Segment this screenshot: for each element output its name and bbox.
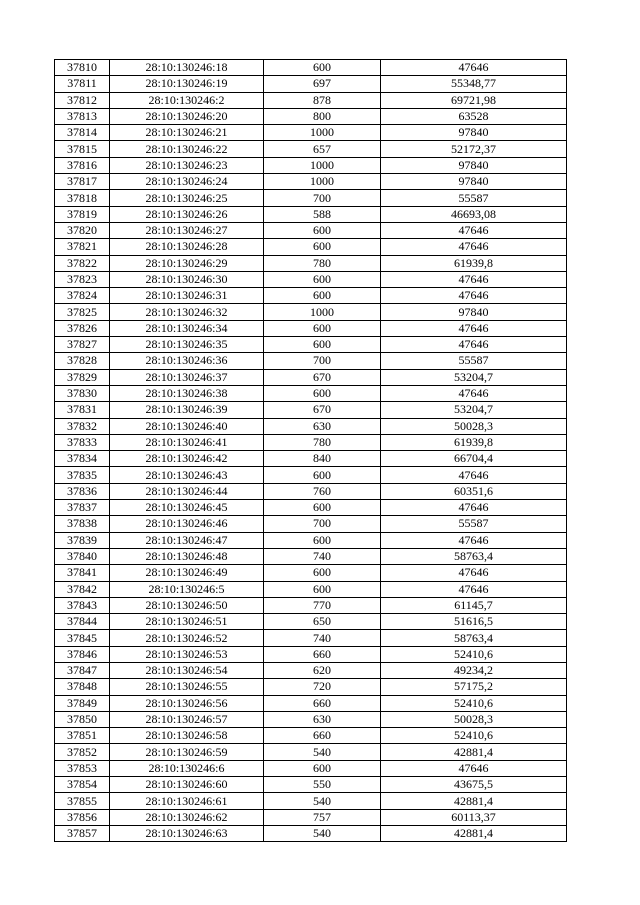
row-number-cell: 37837 [55, 500, 110, 516]
value-cell: 52410,6 [381, 695, 567, 711]
table-row [55, 385, 567, 401]
row-number-cell: 37810 [55, 60, 110, 76]
value-cell: 47646 [381, 337, 567, 353]
area-cell: 670 [264, 369, 381, 385]
cadastral-number-cell: 28:10:130246:23 [110, 157, 264, 173]
table-row [55, 206, 567, 222]
table-row [55, 174, 567, 190]
cadastral-number-cell: 28:10:130246:28 [110, 239, 264, 255]
row-number-cell: 37843 [55, 597, 110, 613]
value-cell: 47646 [381, 385, 567, 401]
row-number-cell: 37831 [55, 402, 110, 418]
cadastral-number-cell: 28:10:130246:41 [110, 434, 264, 450]
table-row [55, 565, 567, 581]
value-cell: 63528 [381, 108, 567, 124]
cadastral-number-cell: 28:10:130246:29 [110, 255, 264, 271]
cadastral-number-cell: 28:10:130246:34 [110, 320, 264, 336]
table-row [55, 597, 567, 613]
cadastral-number-cell: 28:10:130246:48 [110, 548, 264, 564]
table-row [55, 141, 567, 157]
value-cell: 47646 [381, 222, 567, 238]
cadastral-number-cell: 28:10:130246:62 [110, 809, 264, 825]
cadastral-number-cell: 28:10:130246:63 [110, 825, 264, 841]
cadastral-number-cell: 28:10:130246:54 [110, 662, 264, 678]
area-cell: 660 [264, 728, 381, 744]
area-cell: 600 [264, 760, 381, 776]
area-cell: 1000 [264, 157, 381, 173]
value-cell: 61939,8 [381, 255, 567, 271]
table-row [55, 793, 567, 809]
table-row [55, 744, 567, 760]
value-cell: 53204,7 [381, 369, 567, 385]
area-cell: 670 [264, 402, 381, 418]
table-row [55, 239, 567, 255]
table-row [55, 728, 567, 744]
area-cell: 697 [264, 76, 381, 92]
table-row [55, 711, 567, 727]
area-cell: 780 [264, 255, 381, 271]
area-cell: 600 [264, 222, 381, 238]
cadastral-number-cell: 28:10:130246:50 [110, 597, 264, 613]
value-cell: 51616,5 [381, 614, 567, 630]
area-cell: 700 [264, 190, 381, 206]
cadastral-number-cell: 28:10:130246:31 [110, 288, 264, 304]
table-row [55, 825, 567, 841]
row-number-cell: 37853 [55, 760, 110, 776]
value-cell: 50028,3 [381, 418, 567, 434]
area-cell: 660 [264, 695, 381, 711]
value-cell: 52410,6 [381, 728, 567, 744]
row-number-cell: 37827 [55, 337, 110, 353]
area-cell: 660 [264, 646, 381, 662]
table-row [55, 337, 567, 353]
row-number-cell: 37856 [55, 809, 110, 825]
value-cell: 50028,3 [381, 711, 567, 727]
table-row [55, 760, 567, 776]
value-cell: 47646 [381, 760, 567, 776]
cadastral-number-cell: 28:10:130246:39 [110, 402, 264, 418]
cadastral-number-cell: 28:10:130246:18 [110, 60, 264, 76]
value-cell: 60113,37 [381, 809, 567, 825]
table-row [55, 60, 567, 76]
table-row [55, 434, 567, 450]
value-cell: 61939,8 [381, 434, 567, 450]
cadastral-number-cell: 28:10:130246:46 [110, 516, 264, 532]
area-cell: 540 [264, 825, 381, 841]
row-number-cell: 37833 [55, 434, 110, 450]
value-cell: 47646 [381, 467, 567, 483]
row-number-cell: 37821 [55, 239, 110, 255]
row-number-cell: 37841 [55, 565, 110, 581]
row-number-cell: 37825 [55, 304, 110, 320]
cadastral-number-cell: 28:10:130246:61 [110, 793, 264, 809]
area-cell: 600 [264, 271, 381, 287]
cadastral-number-cell: 28:10:130246:55 [110, 679, 264, 695]
value-cell: 61145,7 [381, 597, 567, 613]
area-cell: 600 [264, 239, 381, 255]
cadastral-number-cell: 28:10:130246:59 [110, 744, 264, 760]
table-row [55, 516, 567, 532]
value-cell: 47646 [381, 271, 567, 287]
area-cell: 700 [264, 516, 381, 532]
area-cell: 540 [264, 744, 381, 760]
cadastral-number-cell: 28:10:130246:58 [110, 728, 264, 744]
cadastral-number-cell: 28:10:130246:26 [110, 206, 264, 222]
area-cell: 600 [264, 60, 381, 76]
value-cell: 97840 [381, 125, 567, 141]
table-row [55, 467, 567, 483]
area-cell: 600 [264, 581, 381, 597]
table-row [55, 548, 567, 564]
parcel-table-body [55, 60, 567, 842]
cadastral-number-cell: 28:10:130246:44 [110, 483, 264, 499]
parcel-table [54, 59, 567, 842]
table-row [55, 222, 567, 238]
row-number-cell: 37836 [55, 483, 110, 499]
row-number-cell: 37813 [55, 108, 110, 124]
table-row [55, 581, 567, 597]
area-cell: 1000 [264, 174, 381, 190]
cadastral-number-cell: 28:10:130246:43 [110, 467, 264, 483]
value-cell: 52410,6 [381, 646, 567, 662]
row-number-cell: 37857 [55, 825, 110, 841]
table-row [55, 304, 567, 320]
value-cell: 47646 [381, 288, 567, 304]
row-number-cell: 37845 [55, 630, 110, 646]
row-number-cell: 37814 [55, 125, 110, 141]
row-number-cell: 37846 [55, 646, 110, 662]
area-cell: 588 [264, 206, 381, 222]
value-cell: 69721,98 [381, 92, 567, 108]
row-number-cell: 37816 [55, 157, 110, 173]
value-cell: 47646 [381, 532, 567, 548]
value-cell: 60351,6 [381, 483, 567, 499]
row-number-cell: 37829 [55, 369, 110, 385]
area-cell: 620 [264, 662, 381, 678]
row-number-cell: 37848 [55, 679, 110, 695]
row-number-cell: 37850 [55, 711, 110, 727]
row-number-cell: 37832 [55, 418, 110, 434]
area-cell: 600 [264, 565, 381, 581]
value-cell: 55587 [381, 516, 567, 532]
row-number-cell: 37817 [55, 174, 110, 190]
value-cell: 42881,4 [381, 744, 567, 760]
table-row [55, 125, 567, 141]
cadastral-number-cell: 28:10:130246:21 [110, 125, 264, 141]
table-row [55, 353, 567, 369]
cadastral-number-cell: 28:10:130246:52 [110, 630, 264, 646]
area-cell: 878 [264, 92, 381, 108]
table-row [55, 662, 567, 678]
row-number-cell: 37852 [55, 744, 110, 760]
table-row [55, 157, 567, 173]
row-number-cell: 37855 [55, 793, 110, 809]
row-number-cell: 37828 [55, 353, 110, 369]
cadastral-number-cell: 28:10:130246:30 [110, 271, 264, 287]
cadastral-number-cell: 28:10:130246:40 [110, 418, 264, 434]
table-row [55, 451, 567, 467]
table-row [55, 402, 567, 418]
table-row [55, 500, 567, 516]
area-cell: 650 [264, 614, 381, 630]
area-cell: 740 [264, 630, 381, 646]
value-cell: 47646 [381, 565, 567, 581]
area-cell: 630 [264, 711, 381, 727]
table-row [55, 777, 567, 793]
cadastral-number-cell: 28:10:130246:45 [110, 500, 264, 516]
cadastral-number-cell: 28:10:130246:22 [110, 141, 264, 157]
area-cell: 600 [264, 288, 381, 304]
table-row [55, 418, 567, 434]
area-cell: 600 [264, 500, 381, 516]
cadastral-number-cell: 28:10:130246:53 [110, 646, 264, 662]
cadastral-number-cell: 28:10:130246:5 [110, 581, 264, 597]
row-number-cell: 37851 [55, 728, 110, 744]
cadastral-number-cell: 28:10:130246:37 [110, 369, 264, 385]
row-number-cell: 37819 [55, 206, 110, 222]
cadastral-number-cell: 28:10:130246:60 [110, 777, 264, 793]
cadastral-number-cell: 28:10:130246:47 [110, 532, 264, 548]
value-cell: 46693,08 [381, 206, 567, 222]
value-cell: 55348,77 [381, 76, 567, 92]
table-row [55, 190, 567, 206]
row-number-cell: 37823 [55, 271, 110, 287]
area-cell: 540 [264, 793, 381, 809]
row-number-cell: 37839 [55, 532, 110, 548]
value-cell: 97840 [381, 304, 567, 320]
value-cell: 42881,4 [381, 825, 567, 841]
cadastral-number-cell: 28:10:130246:36 [110, 353, 264, 369]
table-row [55, 92, 567, 108]
row-number-cell: 37824 [55, 288, 110, 304]
area-cell: 700 [264, 353, 381, 369]
area-cell: 760 [264, 483, 381, 499]
cadastral-number-cell: 28:10:130246:32 [110, 304, 264, 320]
area-cell: 1000 [264, 304, 381, 320]
value-cell: 47646 [381, 500, 567, 516]
cadastral-number-cell: 28:10:130246:2 [110, 92, 264, 108]
table-row [55, 532, 567, 548]
area-cell: 780 [264, 434, 381, 450]
area-cell: 1000 [264, 125, 381, 141]
value-cell: 47646 [381, 581, 567, 597]
value-cell: 47646 [381, 239, 567, 255]
table-row [55, 614, 567, 630]
cadastral-number-cell: 28:10:130246:20 [110, 108, 264, 124]
value-cell: 47646 [381, 320, 567, 336]
area-cell: 550 [264, 777, 381, 793]
area-cell: 600 [264, 532, 381, 548]
value-cell: 55587 [381, 353, 567, 369]
area-cell: 600 [264, 320, 381, 336]
value-cell: 47646 [381, 60, 567, 76]
area-cell: 600 [264, 385, 381, 401]
row-number-cell: 37820 [55, 222, 110, 238]
table-row [55, 630, 567, 646]
cadastral-number-cell: 28:10:130246:6 [110, 760, 264, 776]
row-number-cell: 37812 [55, 92, 110, 108]
table-row [55, 76, 567, 92]
row-number-cell: 37826 [55, 320, 110, 336]
value-cell: 52172,37 [381, 141, 567, 157]
table-row [55, 108, 567, 124]
cadastral-number-cell: 28:10:130246:51 [110, 614, 264, 630]
value-cell: 53204,7 [381, 402, 567, 418]
area-cell: 757 [264, 809, 381, 825]
row-number-cell: 37838 [55, 516, 110, 532]
table-row [55, 320, 567, 336]
value-cell: 58763,4 [381, 630, 567, 646]
cadastral-number-cell: 28:10:130246:42 [110, 451, 264, 467]
value-cell: 58763,4 [381, 548, 567, 564]
area-cell: 600 [264, 337, 381, 353]
table-row [55, 679, 567, 695]
table-row [55, 255, 567, 271]
value-cell: 49234,2 [381, 662, 567, 678]
table-row [55, 271, 567, 287]
row-number-cell: 37842 [55, 581, 110, 597]
value-cell: 42881,4 [381, 793, 567, 809]
area-cell: 630 [264, 418, 381, 434]
row-number-cell: 37849 [55, 695, 110, 711]
area-cell: 600 [264, 467, 381, 483]
area-cell: 840 [264, 451, 381, 467]
cadastral-number-cell: 28:10:130246:49 [110, 565, 264, 581]
value-cell: 97840 [381, 157, 567, 173]
row-number-cell: 37844 [55, 614, 110, 630]
value-cell: 97840 [381, 174, 567, 190]
row-number-cell: 37840 [55, 548, 110, 564]
area-cell: 720 [264, 679, 381, 695]
row-number-cell: 37818 [55, 190, 110, 206]
row-number-cell: 37834 [55, 451, 110, 467]
cadastral-number-cell: 28:10:130246:56 [110, 695, 264, 711]
row-number-cell: 37830 [55, 385, 110, 401]
row-number-cell: 37822 [55, 255, 110, 271]
row-number-cell: 37835 [55, 467, 110, 483]
value-cell: 43675,5 [381, 777, 567, 793]
cadastral-number-cell: 28:10:130246:25 [110, 190, 264, 206]
row-number-cell: 37854 [55, 777, 110, 793]
cadastral-number-cell: 28:10:130246:19 [110, 76, 264, 92]
table-row [55, 646, 567, 662]
table-row [55, 483, 567, 499]
cadastral-number-cell: 28:10:130246:24 [110, 174, 264, 190]
table-row [55, 288, 567, 304]
area-cell: 740 [264, 548, 381, 564]
row-number-cell: 37811 [55, 76, 110, 92]
area-cell: 657 [264, 141, 381, 157]
cadastral-number-cell: 28:10:130246:57 [110, 711, 264, 727]
cadastral-number-cell: 28:10:130246:35 [110, 337, 264, 353]
table-row [55, 369, 567, 385]
row-number-cell: 37815 [55, 141, 110, 157]
row-number-cell: 37847 [55, 662, 110, 678]
value-cell: 66704,4 [381, 451, 567, 467]
cadastral-number-cell: 28:10:130246:38 [110, 385, 264, 401]
value-cell: 55587 [381, 190, 567, 206]
value-cell: 57175,2 [381, 679, 567, 695]
table-row [55, 695, 567, 711]
cadastral-number-cell: 28:10:130246:27 [110, 222, 264, 238]
table-row [55, 809, 567, 825]
area-cell: 770 [264, 597, 381, 613]
area-cell: 800 [264, 108, 381, 124]
